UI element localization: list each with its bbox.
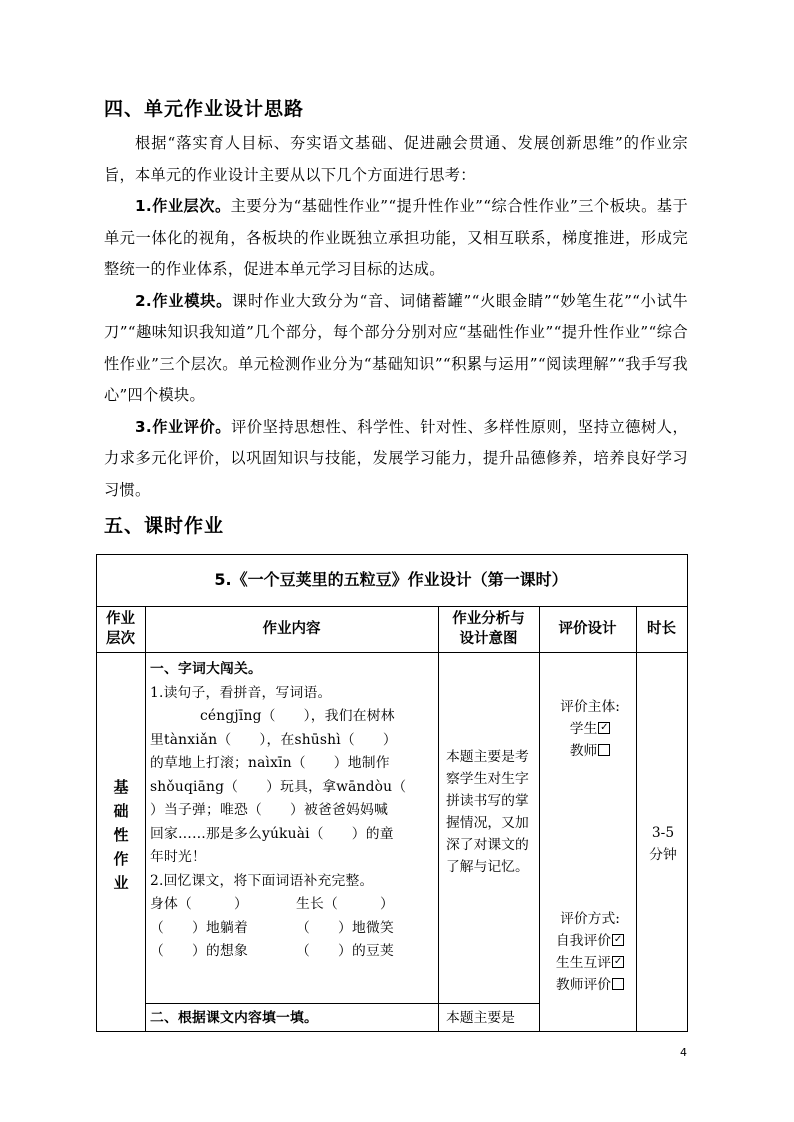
table-divider bbox=[145, 606, 146, 1031]
duration-unit: 分钟 bbox=[649, 847, 677, 863]
header-level-line: 层次 bbox=[106, 631, 135, 647]
fill-blank-item: 身体（ ） bbox=[150, 896, 248, 912]
header-evaluation: 评价设计 bbox=[558, 621, 617, 637]
table-divider bbox=[636, 606, 637, 1031]
intro-paragraph: 根据“落实育人目标、夯实语文基础、促进融会贯通、发展创新思维”的作业宗旨，本单元的作业设计主要从以下几个方面进行思考： bbox=[104, 134, 688, 184]
table-divider bbox=[145, 1003, 539, 1004]
header-duration: 时长 bbox=[647, 621, 676, 637]
point-title: 3.作业评价。 bbox=[135, 417, 232, 436]
question-1-line: 的草地上打滚；naìxīn（ ）地制作 bbox=[150, 755, 390, 771]
level-cell bbox=[100, 775, 142, 895]
header-content: 作业内容 bbox=[262, 621, 321, 637]
fill-blank-item: （ ）的豆荚 bbox=[296, 943, 394, 959]
checkbox-empty-icon bbox=[598, 744, 610, 756]
duration-cell bbox=[640, 822, 686, 866]
analysis-cell: 本题主要是考察学生对生字拼读书写的掌握情况，又加深了对课文的了解与记忆。 bbox=[446, 749, 529, 875]
duration-value: 3-5 bbox=[651, 825, 675, 841]
question-1-line: céngjīng（ ），我们在树林 bbox=[200, 708, 395, 724]
question-1-line: 回家……那是多么yúkuài（ ）的童 bbox=[150, 825, 394, 842]
evaluation-option bbox=[544, 718, 636, 740]
table-title: 5.《一个豆荚里的五粒豆》作业设计（第一课时） bbox=[214, 570, 568, 589]
row2-analysis: 本题主要是 bbox=[446, 1010, 515, 1026]
question-1-title: 1.读句子，看拼音，写词语。 bbox=[150, 684, 332, 701]
fill-blank-item: （ ）的想象 bbox=[150, 943, 248, 959]
option-label: 教师 bbox=[569, 743, 598, 759]
fill-blank-item: （ ）地躺着 bbox=[150, 919, 248, 936]
question-2-row bbox=[150, 940, 434, 964]
question-1-line: 里tànxiǎn（ ），在shūshì（ ） bbox=[150, 731, 397, 748]
point-title: 1.作业层次。 bbox=[135, 197, 231, 215]
question-2-row bbox=[150, 917, 434, 941]
content-section-title: 一、字词大闯关。 bbox=[150, 661, 262, 677]
header-analysis bbox=[438, 609, 539, 649]
point-paragraph-3 bbox=[104, 412, 688, 507]
level-char: 作 bbox=[113, 850, 129, 868]
question-1-line: ）当子弹；唯恐（ ）被爸爸妈妈喊 bbox=[150, 802, 388, 818]
evaluation-option bbox=[544, 974, 636, 996]
point-paragraph-1 bbox=[104, 191, 688, 286]
option-label: 生生互评 bbox=[555, 955, 612, 971]
question-2-row bbox=[150, 893, 434, 917]
question-2-title: 2.回忆课文，将下面词语补充完整。 bbox=[150, 872, 374, 889]
level-char: 业 bbox=[113, 874, 129, 892]
header-level bbox=[96, 609, 145, 649]
checkbox-checked-icon bbox=[612, 934, 624, 946]
point-paragraph-2 bbox=[104, 286, 688, 412]
evaluation-method bbox=[544, 908, 636, 996]
level-char: 础 bbox=[113, 802, 129, 820]
header-level-line: 作业 bbox=[106, 611, 135, 627]
page-number: 4 bbox=[680, 1046, 687, 1059]
section-heading-5: 五、课时作业 bbox=[104, 515, 225, 537]
section-4-body bbox=[104, 128, 688, 506]
row2-content-title: 二、根据课文内容填一填。 bbox=[150, 1010, 318, 1026]
section-heading-4: 四、单元作业设计思路 bbox=[104, 98, 305, 120]
evaluation-option bbox=[544, 930, 636, 952]
evaluation-option bbox=[544, 952, 636, 974]
option-label: 教师评价 bbox=[555, 977, 612, 993]
evaluation-subject-label: 评价主体: bbox=[560, 699, 620, 715]
question-1-line: shǒuqiāng（ ）玩具，拿wāndòu（ bbox=[150, 778, 407, 795]
option-label: 自我评价 bbox=[555, 933, 612, 949]
table-divider bbox=[96, 606, 687, 607]
checkbox-checked-icon bbox=[598, 722, 610, 734]
evaluation-method-label: 评价方式: bbox=[560, 911, 620, 927]
table-divider bbox=[438, 606, 439, 1031]
point-text: 评价坚持思想性、科学性、针对性、多样性原则，坚持立德树人，力求多元化评价，以巩固知识与技能，发展学习能力，提升品德修养，培养良好学习习惯。 bbox=[104, 417, 689, 499]
checkbox-checked-icon bbox=[612, 956, 624, 968]
level-char: 基 bbox=[113, 778, 129, 796]
content-cell bbox=[150, 658, 434, 964]
evaluation-subject bbox=[544, 696, 636, 762]
header-analysis-line: 设计意图 bbox=[459, 631, 518, 647]
table-divider bbox=[539, 606, 540, 1031]
fill-blank-item: 生长（ ） bbox=[296, 896, 394, 912]
header-analysis-line: 作业分析与 bbox=[452, 611, 525, 627]
option-label: 学生 bbox=[569, 721, 598, 737]
evaluation-option bbox=[544, 740, 636, 762]
question-1-line: 年时光！ bbox=[150, 849, 206, 865]
checkbox-empty-icon bbox=[612, 978, 624, 990]
point-title: 2.作业模块。 bbox=[135, 291, 233, 310]
fill-blank-item: （ ）地微笑 bbox=[296, 919, 394, 936]
level-char: 性 bbox=[113, 826, 129, 844]
point-text: 主要分为“基础性作业”“提升性作业”“综合性作业”三个板块。基于单元一体化的视角，各板块的作业既独立承担功能，又相互联系，梯度推进，形成完整统一的作业体系，促进本单元学习目标的达成。 bbox=[104, 197, 688, 278]
point-text: 课时作业大致分为“音、词储蓄罐”“火眼金睛”“妙笔生花”“小试牛刀”“趣味知识我知道”几个部分，每个部分分别对应“基础性作业”“提升性作业”“综合性作业”三个层次。单元检测作业分为“基础知识”“积累与运用”“阅读理解”“我手写我心”四个模块。 bbox=[104, 291, 689, 404]
table-divider bbox=[96, 652, 687, 653]
